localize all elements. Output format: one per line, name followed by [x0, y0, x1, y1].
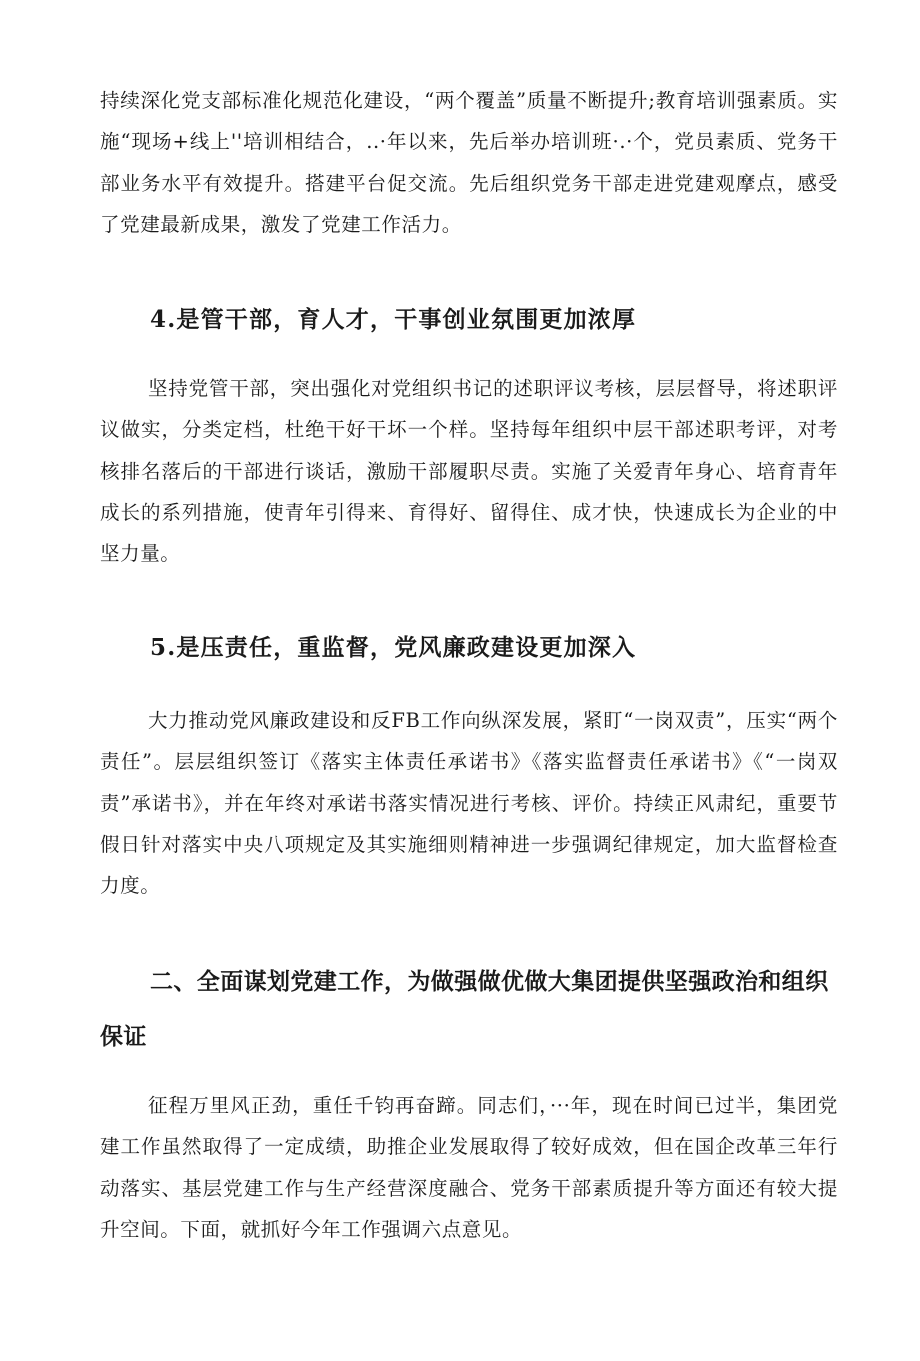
body-paragraph: 坚持党管干部，突出强化对党组织书记的述职评议考核，层层督导，将述职评议做实，分类定档，杜绝干好干坏一个样。坚持每年组织中层干部述职考评，对考核排名落后的干部进行谈话，激励干部履职尽责。实施了关爱青年身心、培育青年成长的系列措施，使青年引得来、育得好、留得住、成才快，快速成长为企业的中坚力量。 [100, 377, 838, 566]
paragraph-block-4 [100, 1085, 838, 1250]
section-heading: 二、全面谋划党建工作，为做强做优做大集团提供坚强政治和组织保证 [100, 969, 829, 1050]
section-heading-block [100, 955, 838, 1065]
body-paragraph: 征程万里风正劲，重任千钧再奋蹄。同志们，···年，现在时间已过半，集团党建工作虽然取得了一定成绩，助推企业发展取得了较好成效，但在国企改革三年行动落实、基层党建工作与生产经营深度融合、党务干部素质提升等方面还有较大提升空间。下面，就抓好今年工作强调六点意见。 [100, 1094, 838, 1241]
body-paragraph: 持续深化党支部标准化规范化建设，“两个覆盖”质量不断提升;教育培训强素质。实施“现场+线上''培训相结合，..·年以来，先后举办培训班·.·个，党员素质、党务干部业务水平有效提升。搭建平台促交流。先后组织党务干部走进党建观摩点，感受了党建最新成果，激发了党建工作活力。 [100, 89, 838, 236]
paragraph-block-1 [100, 80, 838, 245]
subheading-item-4: 4.是管干部，育人才，干事创业氛围更加浓厚 [150, 306, 637, 333]
subheading-block-4 [100, 302, 838, 338]
subheading-block-5 [100, 630, 838, 666]
subheading-item-5: 5.是压责任，重监督，党风廉政建设更加深入 [150, 634, 637, 661]
paragraph-block-2 [100, 368, 838, 574]
paragraph-block-3 [100, 700, 838, 906]
body-paragraph: 大力推动党风廉政建设和反FB工作向纵深发展，紧盯“一岗双责”，压实“两个责任”。层层组织签订《落实主体责任承诺书》《落实监督责任承诺书》《“一岗双责”承诺书》，并在年终对承诺书落实情况进行考核、评价。持续正风肃纪，重要节假日针对落实中央八项规定及其实施细则精神进一步强调纪律规定，加大监督检查力度。 [100, 709, 838, 898]
